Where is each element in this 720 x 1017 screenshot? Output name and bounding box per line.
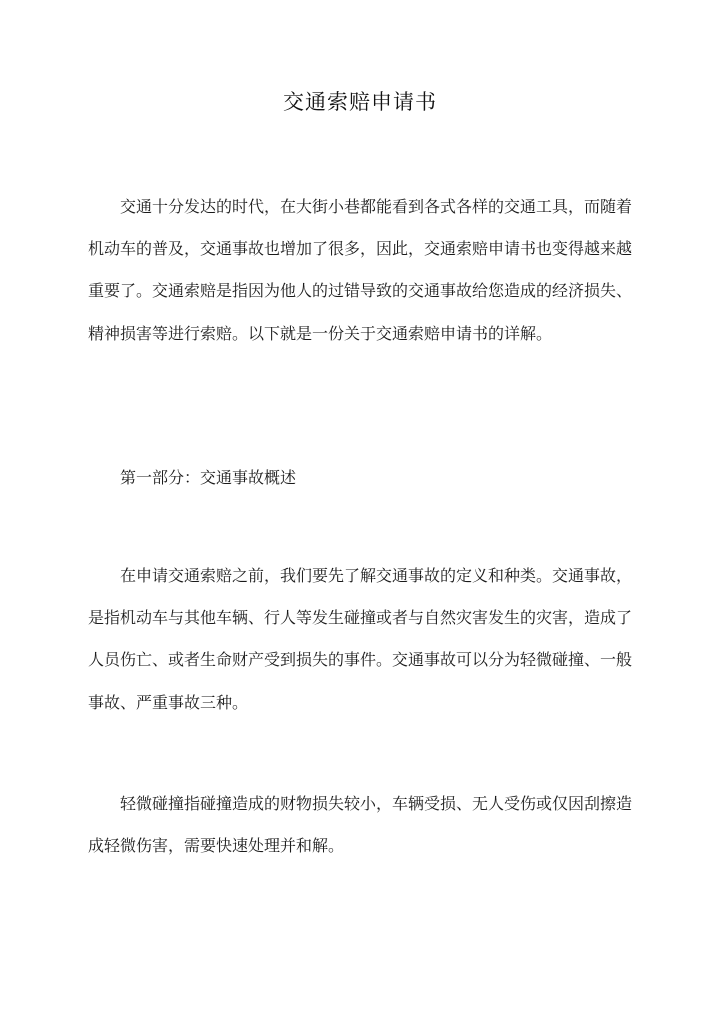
accident-definition-paragraph: 在申请交通索赔之前，我们要先了解交通事故的定义和种类。交通事故，是指机动车与其他车辆、行人等发生碰撞或者与自然灾害发生的灾害，造成了人员伤亡、或者生命财产受到损失的事件。交通事故可以分为轻微碰撞、一般事故、严重事故三种。 <box>88 566 633 712</box>
minor-collision-paragraph: 轻微碰撞指碰撞造成的财物损失较小，车辆受损、无人受伤或仅因刮擦造成轻微伤害，需要快速处理并和解。 <box>88 794 633 856</box>
intro-paragraph: 交通十分发达的时代，在大街小巷都能看到各式各样的交通工具，而随着机动车的普及，交通事故也增加了很多，因此，交通索赔申请书也变得越来越重要了。交通索赔是指因为他人的过错导致的交通事故给您造成的经济损失、精神损害等进行索赔。以下就是一份关于交通索赔申请书的详解。 <box>88 197 633 343</box>
document-title: 交通索赔申请书 <box>283 90 437 114</box>
section-heading-part-one: 第一部分：交通事故概述 <box>120 468 297 487</box>
